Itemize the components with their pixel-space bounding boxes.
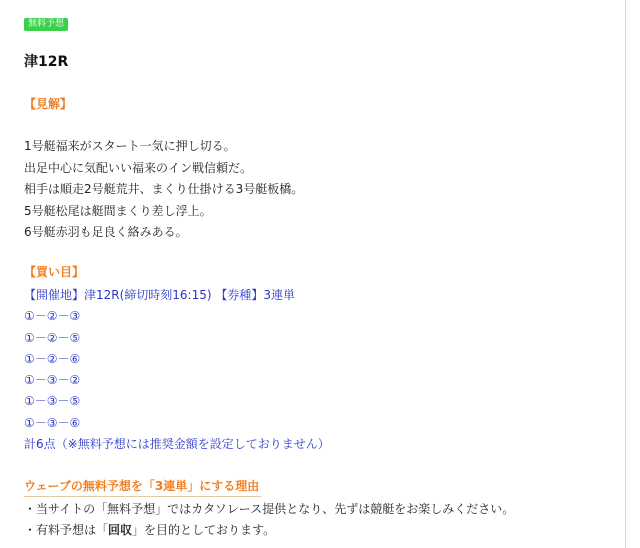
analysis-text <box>24 136 303 244</box>
race-title: 津12R <box>24 54 69 70</box>
analysis-line: 6号艇赤羽も足良く絡みある。 <box>24 225 188 239</box>
free-prediction-badge: 無料予想 <box>24 18 68 31</box>
reason-heading: ウェーブの無料予想を「3連単」にする理由 <box>24 479 260 493</box>
bet-combination: ①－③－② <box>24 373 81 388</box>
bet-combination: ①－③－⑤ <box>24 394 81 409</box>
analysis-line: 相手は順走2号艇荒井、まくり仕掛ける3号艇板橋。 <box>24 182 304 196</box>
analysis-line: 1号艇福来がスタート一気に押し切る。 <box>24 139 236 153</box>
bet-combination: ①－②－⑤ <box>24 330 81 345</box>
bet-combination: ①－②－⑥ <box>24 351 81 366</box>
bets-heading: 【買い目】 <box>24 265 85 279</box>
bets-list <box>24 285 330 455</box>
reason-item: ・当サイトの「無料予想」ではカタソレース提供となり、先ずは競艇をお楽しみください。 <box>24 502 515 516</box>
venue-line: 【開催地】津12R(締切時刻16:15) 【券種】3連単 <box>24 288 296 302</box>
analysis-line: 出足中心に気配いい福来のイン戦信頼だ。 <box>24 160 253 175</box>
reason-heading-underline <box>24 496 261 497</box>
reason-text: ・有料予想は「 <box>24 523 109 537</box>
reasons-list <box>24 499 514 541</box>
reason-item <box>24 520 514 541</box>
analysis-heading: 【見解】 <box>24 97 73 111</box>
total-line: 計6点（※無料予想には推奨金額を設定しておりません） <box>24 437 330 452</box>
analysis-line: 5号艇松尾は艇間まくり差し浮上。 <box>24 203 212 218</box>
reason-bold-text: 回収 <box>108 523 133 537</box>
reason-text: 」を目的としております。 <box>132 523 276 537</box>
bet-combination: ①－③－⑥ <box>24 415 81 430</box>
bet-combination: ①－②－③ <box>24 309 81 324</box>
